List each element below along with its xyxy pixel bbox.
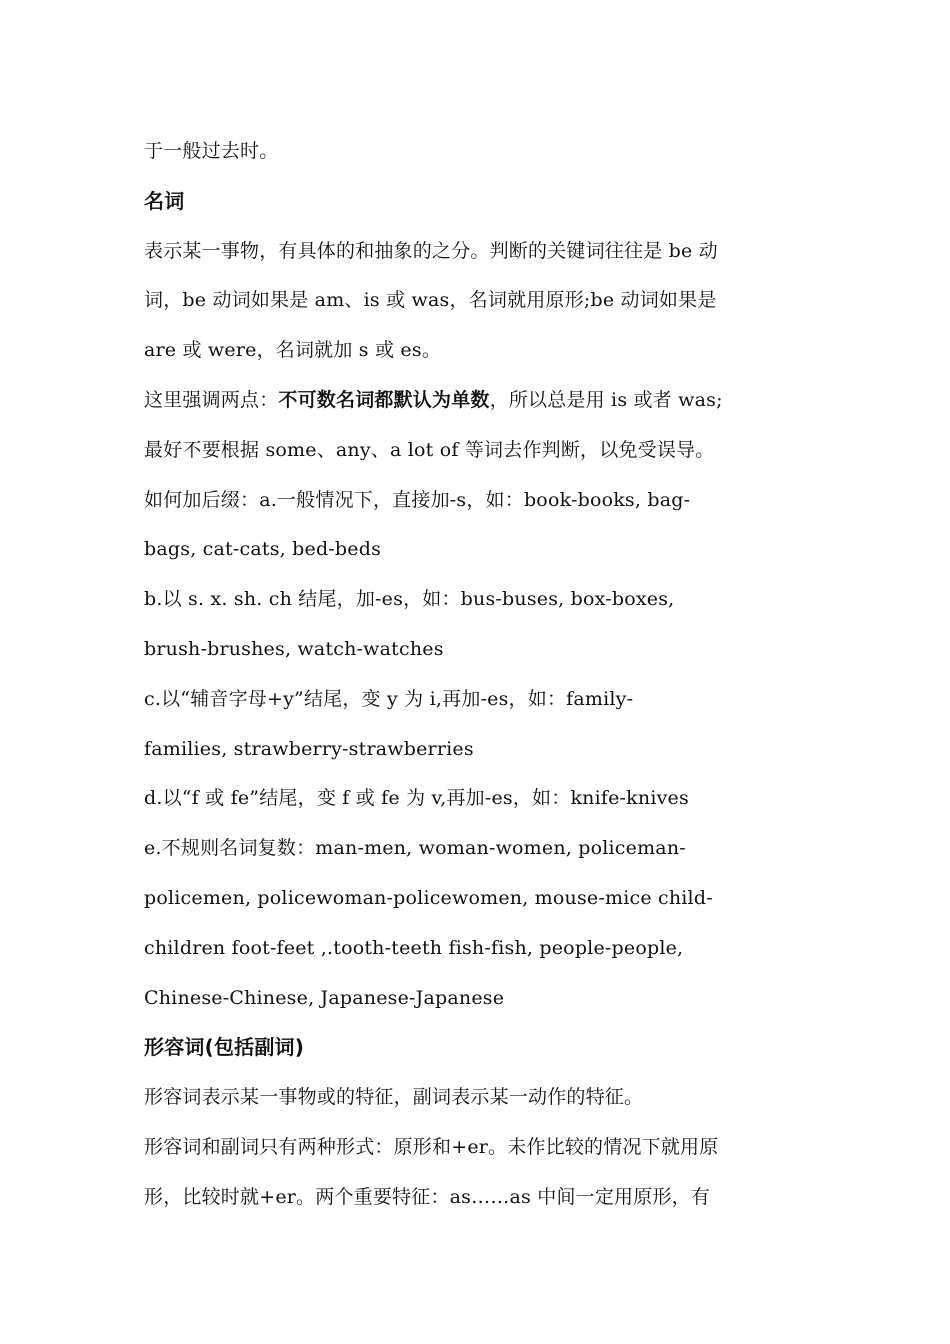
paragraph-line: 形，比较时就+er。两个重要特征：as……as 中间一定用原形，有 [144,1185,711,1208]
paragraph-line: policemen, policewoman-policewomen, mouse-mice child- [144,886,713,909]
emphasis-tail-text: ，所以总是用 is 或者 was; [489,388,723,411]
paragraph-line: b.以 s. x. sh. ch 结尾，加-es，如：bus-buses, box-boxes, [144,588,675,611]
paragraph-line: 表示某一事物，有具体的和抽象的之分。判断的关键词往往是 be 动 [144,239,718,262]
paragraph-line: 如何加后缀：a.一般情况下，直接加-s，如：book-books, bag- [144,488,691,511]
paragraph-line: 形容词和副词只有两种形式：原形和+er。未作比较的情况下就用原 [144,1135,719,1158]
paragraph-line-emphasis [144,376,820,426]
paragraph-line: 最好不要根据 some、any、a lot of 等词去作判断，以免受误导。 [144,438,715,461]
emphasis-lead-text: 这里强调两点： [144,388,279,411]
paragraph-line: families, strawberry-strawberries [144,737,474,760]
paragraph-line: c.以“辅音字母+y”结尾，变 y 为 i,再加-es，如：family- [144,687,634,710]
paragraph-line: 于一般过去时。 [144,140,279,162]
emphasis-bold-text: 不可数名词都默认为单数 [278,388,490,411]
document-body [144,127,820,1223]
paragraph-line: 词，be 动词如果是 am、is 或 was，名词就用原形;be 动词如果是 [144,289,717,312]
paragraph-line: 形容词表示某一事物或的特征，副词表示某一动作的特征。 [144,1086,644,1109]
paragraph-line: children foot-feet ,.tooth-teeth fish-fish, people-people, [144,936,684,959]
section-heading-adjective: 形容词(包括副词) [144,1035,305,1060]
paragraph-line: brush-brushes, watch-watches [144,637,444,660]
paragraph-line: e.不规则名词复数：man-men, woman-women, policeman- [144,837,686,860]
paragraph-line: Chinese-Chinese, Japanese-Japanese [144,986,505,1009]
paragraph-line: bags, cat-cats, bed-beds [144,538,382,561]
section-heading-noun: 名词 [144,188,185,213]
paragraph-line: d.以“f 或 fe”结尾，变 f 或 fe 为 v,再加-es，如：knife-knives [144,787,689,810]
paragraph-line: are 或 were，名词就加 s 或 es。 [144,339,442,362]
